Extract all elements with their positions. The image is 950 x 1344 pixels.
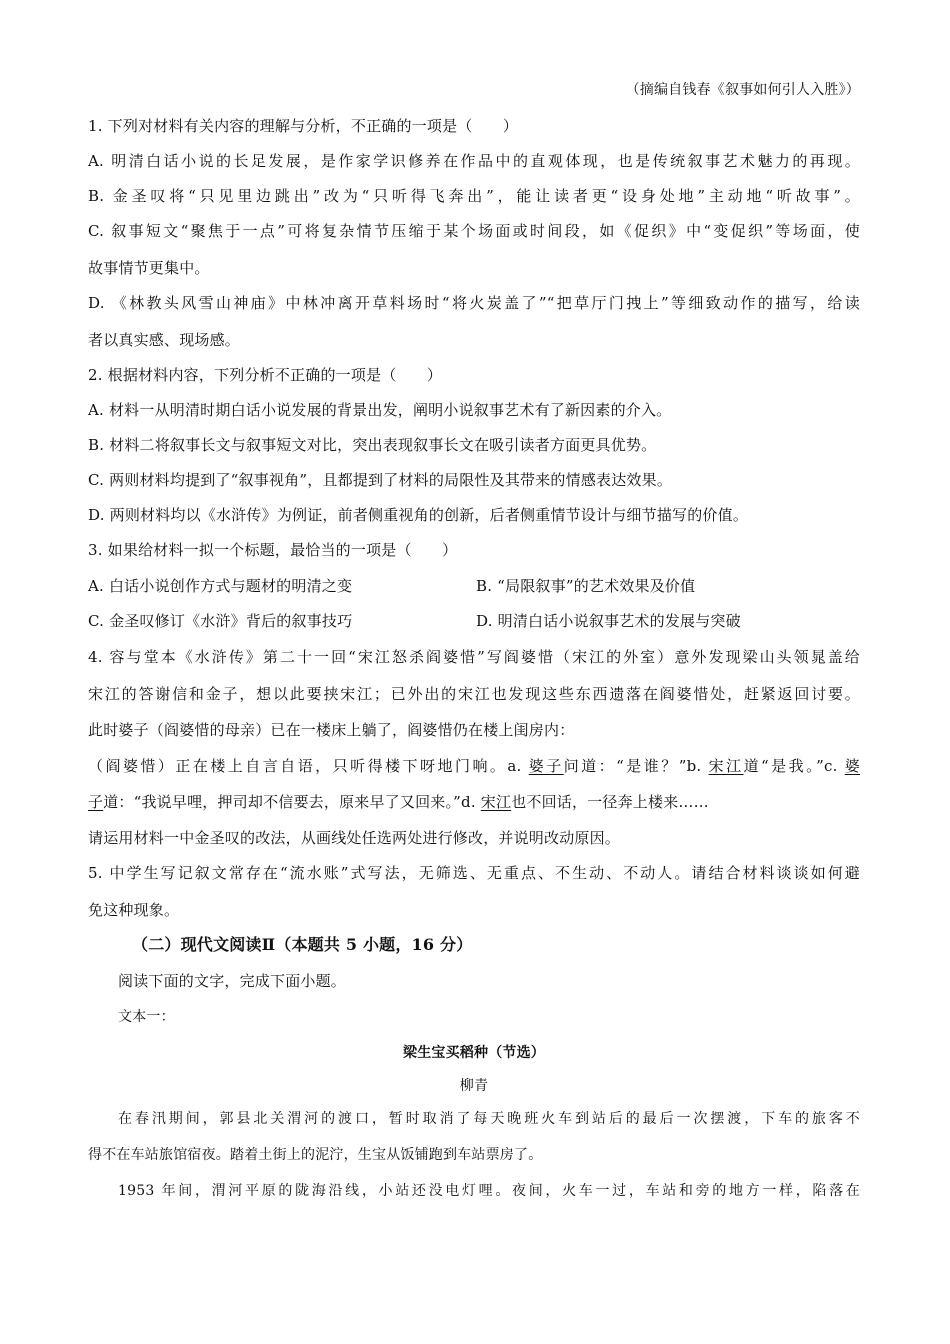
q1-option-b: B. 金圣叹将“只见里边跳出”改为“只听得飞奔出”，能让读者更“设身处地”主动地“听故事”。 <box>88 187 860 205</box>
q3-option-d: D. 明清白话小说叙事艺术的发展与突破 <box>476 612 741 630</box>
q4-excerpt-text: 也不回话，一径奔上楼来…… <box>511 793 709 811</box>
text-label: 文本一： <box>118 1009 175 1025</box>
q3-option-c: C. 金圣叹修订《水浒》背后的叙事技巧 <box>88 612 353 630</box>
article-title: 梁生宝买稻种（节选） <box>403 1045 545 1061</box>
underlined-phrase-c-cont: 子 <box>88 793 104 811</box>
q3-option-a: A. 白话小说创作方式与题材的明清之变 <box>88 577 353 595</box>
q4-excerpt-text: 问道：“是谁？”b. <box>563 757 709 775</box>
section-instruction: 阅读下面的文字，完成下面小题。 <box>118 972 347 990</box>
q4-task: 请运用材料一中金圣叹的改法，从画线处任选两处进行修改，并说明改动原因。 <box>88 829 621 847</box>
article-paragraph2-line1: 1953 年间，渭河平原的陇海沿线，小站还没电灯哩。夜间，火车一过，车站和旁的地方一样，陷落在 <box>118 1183 860 1199</box>
q4-excerpt-line2 <box>88 791 860 813</box>
q3-option-b: B. “局限叙事”的艺术效果及价值 <box>476 577 696 595</box>
q4-line3: 此时婆子（阎婆惜的母亲）已在一楼床上躺了，阎婆惜仍在楼上闺房内： <box>88 721 575 739</box>
source-citation: （摘编自钱春《叙事如何引人入胜》） <box>625 82 860 98</box>
q1-option-d-line1: D. 《林教头风雪山神庙》中林冲离开草料场时“将火炭盖了”“把草厅门拽上”等细致动作的描写，给读 <box>88 294 860 312</box>
q5-line2: 免这种现象。 <box>88 901 180 919</box>
underlined-phrase-c: 婆 <box>844 757 860 775</box>
q2-option-a: A. 材料一从明清时期白话小说发展的背景出发，阐明小说叙事艺术有了新因素的介入。 <box>88 401 672 419</box>
article-paragraph1-line1: 在春汛期间，郭县北关渭河的渡口，暂时取消了每天晚班火车到站后的最后一次摆渡，下车的旅客不 <box>118 1111 860 1127</box>
article-paragraph1-line2: 得不在车站旅馆宿夜。踏着土街上的泥泞，生宝从饭铺跑到车站票房了。 <box>88 1147 543 1163</box>
q1-option-c-line2: 故事情节更集中。 <box>88 259 210 277</box>
q3-stem: 3. 如果给材料一拟一个标题，最恰当的一项是（ ） <box>88 541 458 559</box>
section-heading: （二）现代文阅读Ⅱ（本题共 5 小题，16 分） <box>132 935 473 954</box>
q1-option-c-line1: C. 叙事短文“聚焦于一点”可将复杂情节压缩于某个场面或时间段，如《促织》中“变促织”等场面，使 <box>88 222 860 240</box>
q4-excerpt-text: 道“是我。”c. <box>743 757 845 775</box>
q4-excerpt-text: 道：“我说早哩，押司却不信要去，原来早了又回来。”d. <box>103 793 481 811</box>
q2-option-c: C. 两则材料均提到了“叙事视角”，且都提到了材料的局限性及其带来的情感表达效果。 <box>88 471 673 489</box>
underlined-phrase-d: 宋江 <box>480 793 512 811</box>
q2-stem: 2. 根据材料内容，下列分析不正确的一项是（ ） <box>88 366 443 384</box>
q2-option-b: B. 材料二将叙事长文与叙事短文对比，突出表现叙事长文在吸引读者方面更具优势。 <box>88 436 657 454</box>
article-author: 柳青 <box>459 1078 489 1094</box>
q4-excerpt-line1 <box>88 755 860 777</box>
q1-option-d-line2: 者以真实感、现场感。 <box>88 331 241 349</box>
q1-stem: 1. 下列对材料有关内容的理解与分析，不正确的一项是（ ） <box>88 117 519 135</box>
underlined-phrase-b: 宋江 <box>708 757 744 775</box>
q2-option-d: D. 两则材料均以《水浒传》为例证，前者侧重视角的创新，后者侧重情节设计与细节描写的价值。 <box>88 506 749 524</box>
q5-line1: 5. 中学生写记叙文常存在“流水账”式写法，无筛选、无重点、不生动、不动人。请结合材料谈谈如何避 <box>88 864 860 882</box>
q4-line2: 宋江的答谢信和金子，想以此要挟宋江；已外出的宋江也发现这些东西遗落在阎婆惜处，赶紧返回讨要。 <box>88 685 860 703</box>
underlined-phrase-a: 婆子 <box>528 757 564 775</box>
q1-option-a: A. 明清白话小说的长足发展，是作家学识修养在作品中的直观体现，也是传统叙事艺术魅力的再现。 <box>88 152 860 170</box>
q4-excerpt-text: （阎婆惜）正在楼上自言自语，只听得楼下呀地门响。a. <box>88 757 529 775</box>
q4-line1: 4. 容与堂本《水浒传》第二十一回“宋江怒杀阎婆惜”写阎婆惜（宋江的外室）意外发现梁山头领晁盖给 <box>88 648 860 666</box>
